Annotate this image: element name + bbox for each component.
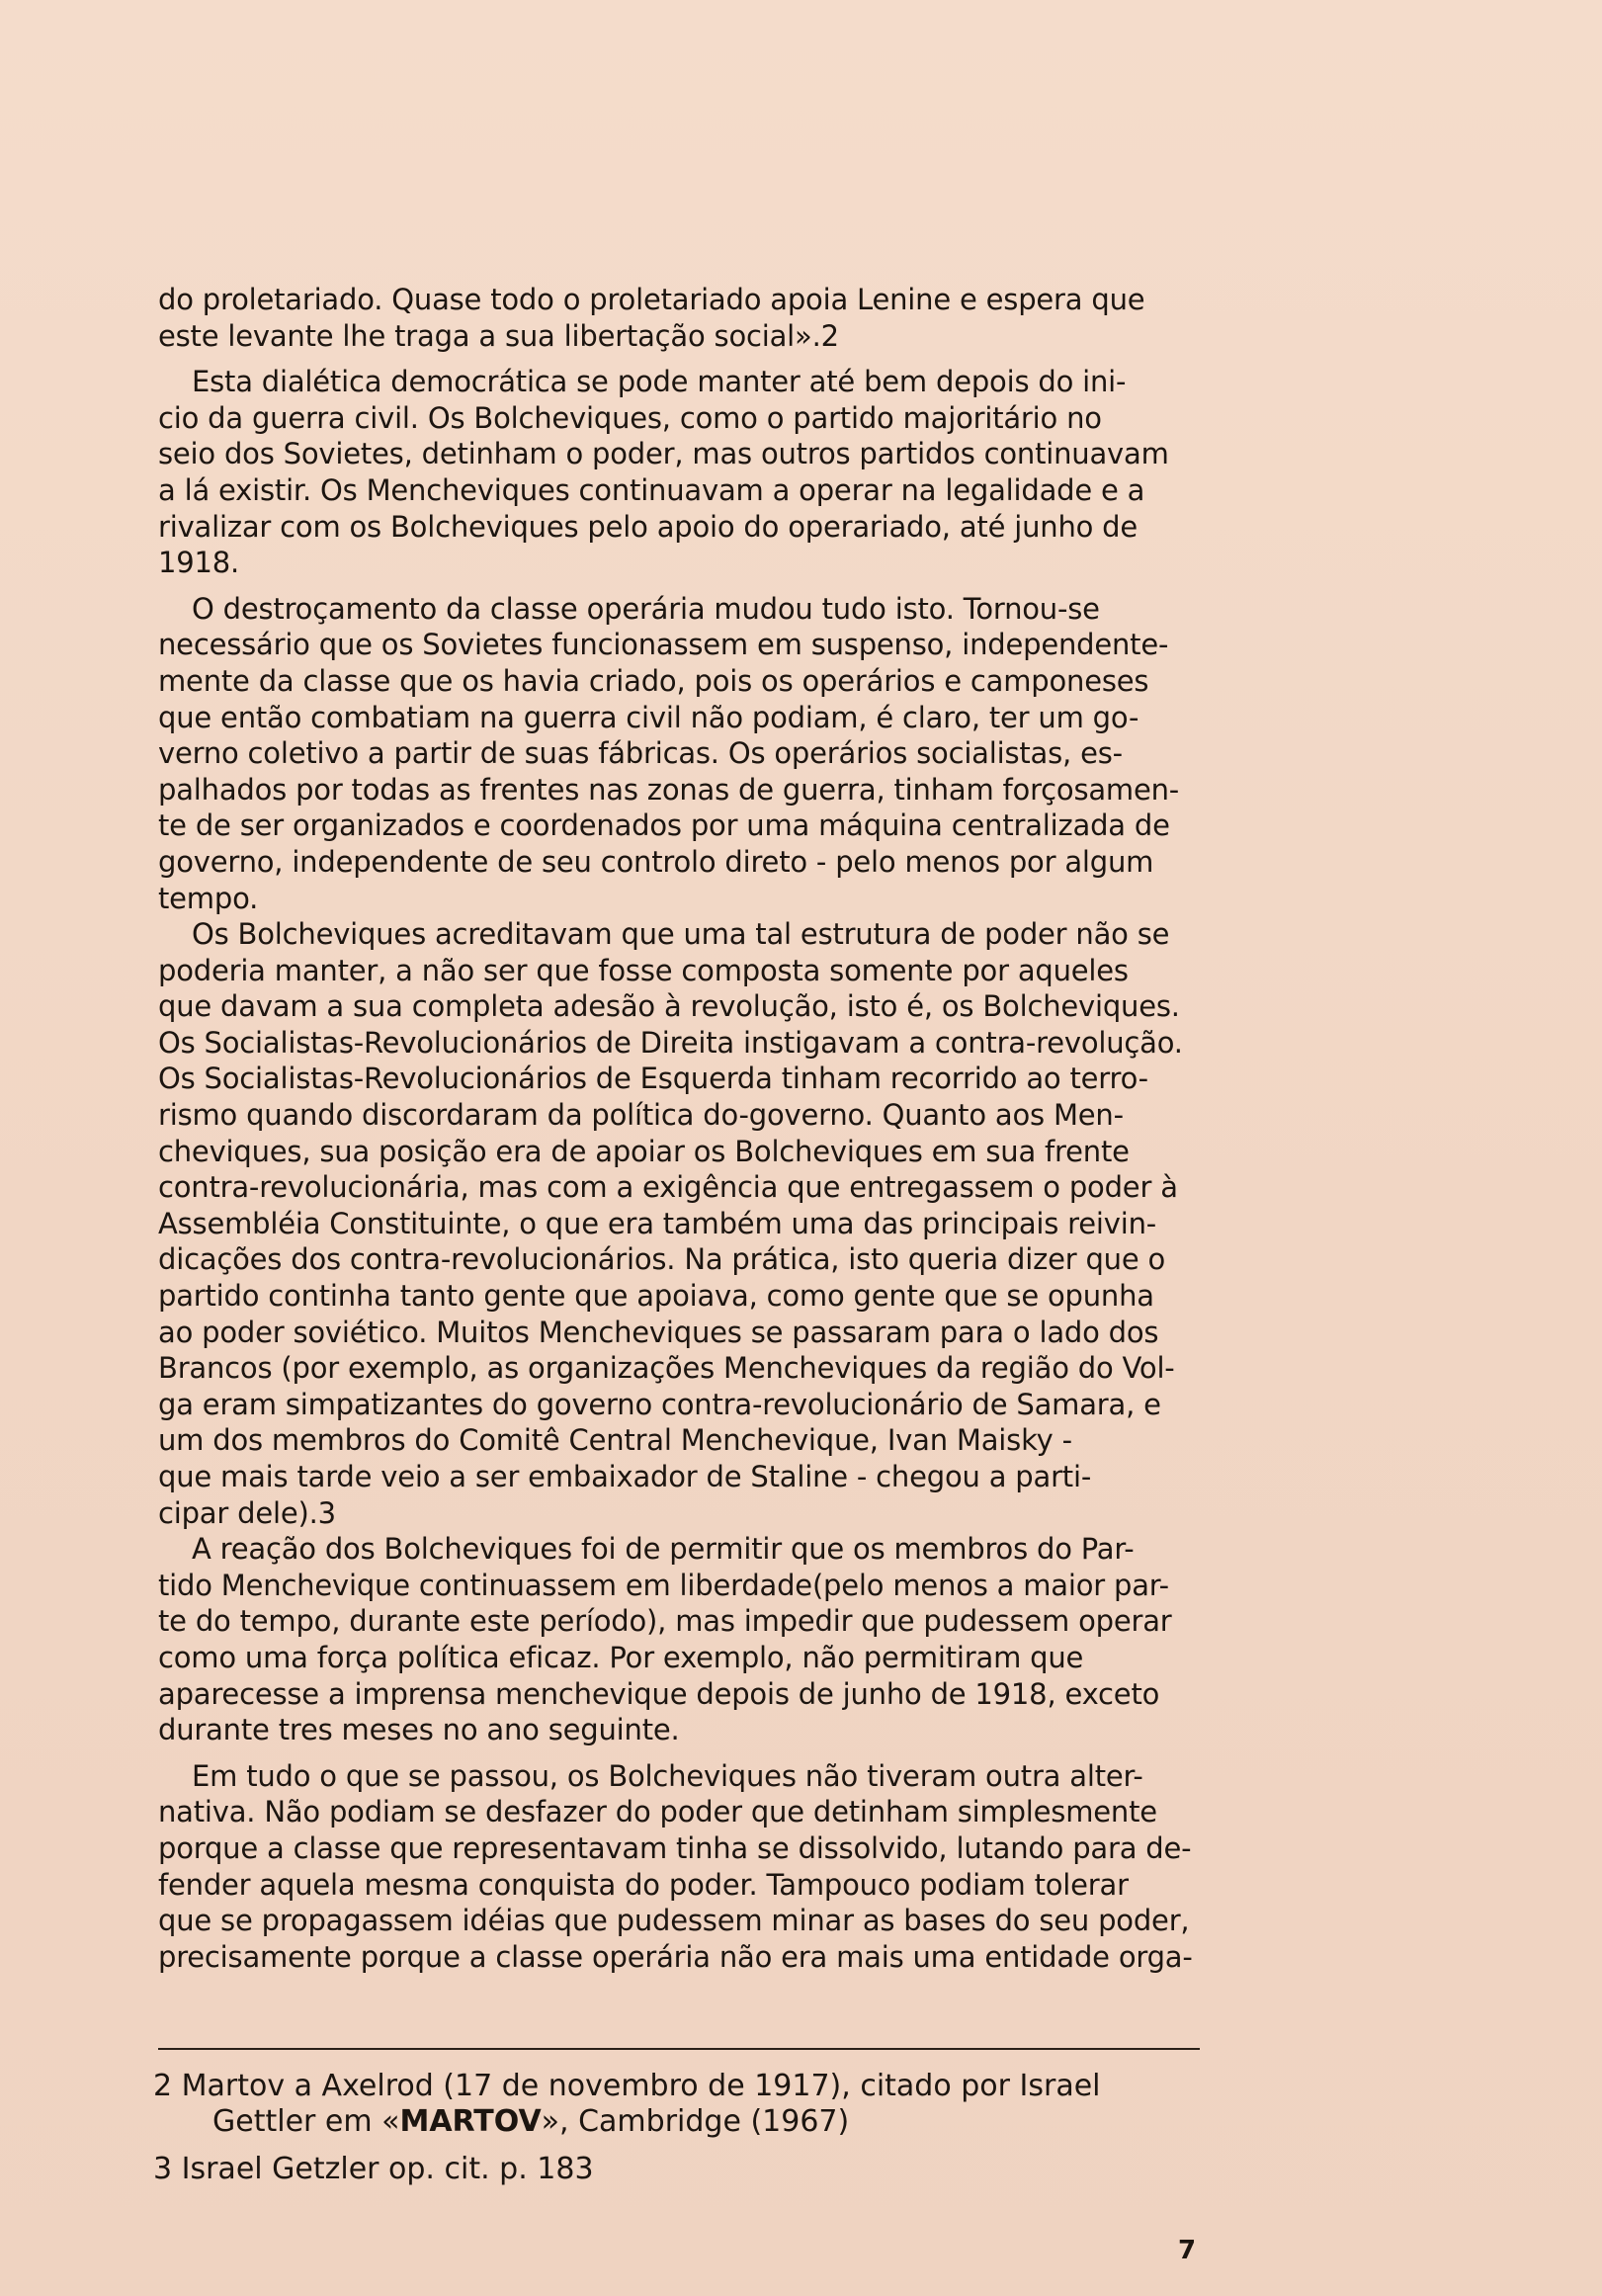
text-line: necessário que os Sovietes funcionassem em suspenso, independente-: [158, 628, 1169, 662]
text-line: ao poder soviético. Muitos Mencheviques se passaram para o lado dos: [158, 1315, 1159, 1349]
text-line: um dos membros do Comitê Central Menchevique, Ivan Maisky -: [158, 1423, 1072, 1458]
text-line: que mais tarde veio a ser embaixador de Staline - chegou a parti-: [158, 1460, 1092, 1493]
footnote-2-suffix: », Cambridge (1967): [541, 2104, 850, 2139]
text-line: Em tudo o que se passou, os Bolcheviques não tiveram outra alter-: [192, 1758, 1143, 1793]
text-line: cio da guerra civil. Os Bolcheviques, como o partido majoritário no: [158, 400, 1102, 435]
text-line: dicações dos contra-revolucionários. Na prática, isto queria dizer que o: [158, 1242, 1166, 1277]
text-line: fender aquela mesma conquista do poder. Tampouco podiam tolerar: [158, 1867, 1129, 1902]
text-line: porque a classe que representavam tinha se dissolvido, lutando para de-: [158, 1830, 1192, 1865]
text-line: mente da classe que os havia criado, pois os operários e camponeses: [158, 663, 1149, 698]
text-line: Os Socialistas-Revolucionários de Direita instigavam a contra-revolução.: [158, 1025, 1183, 1060]
text-line: tempo.: [158, 881, 259, 915]
footnote-2-line-2: [153, 2104, 1240, 2140]
text-line: governo, independente de seu controlo direto - pelo menos por algum: [158, 844, 1154, 879]
footnote-divider: [158, 2048, 1200, 2050]
text-line: cheviques, sua posição era de apoiar os Bolcheviques em sua frente: [158, 1134, 1130, 1168]
footnote-2-line-1: 2 Martov a Axelrod (17 de novembro de 1917), citado por Israel: [153, 2069, 1101, 2103]
text-line: Esta dialética democrática se pode manter até bem depois do ini-: [192, 365, 1127, 399]
text-line: rivalizar com os Bolcheviques pelo apoio do operariado, até junho de: [158, 509, 1138, 544]
text-line: poderia manter, a não ser que fosse composta somente por aqueles: [158, 953, 1129, 987]
text-line: te do tempo, durante este período), mas impedir que pudessem operar: [158, 1604, 1172, 1639]
text-line: como uma força política eficaz. Por exemplo, não permitiram que: [158, 1640, 1084, 1674]
text-line: Os Socialistas-Revolucionários de Esquerda tinham recorrido ao terro-: [158, 1062, 1148, 1096]
page-number: 7: [1178, 2236, 1197, 2265]
text-line: 1918.: [158, 546, 240, 580]
footnote-2-prefix: Gettler em «: [212, 2104, 400, 2139]
text-line: Os Bolcheviques acreditavam que uma tal estrutura de poder não se: [192, 917, 1170, 952]
text-line: tido Menchevique continuassem em liberdade(pelo menos a maior par-: [158, 1568, 1169, 1602]
text-line: rismo quando discordaram da política do-governo. Quanto aos Men-: [158, 1098, 1124, 1133]
text-line: precisamente porque a classe operária não era mais uma entidade orga-: [158, 1939, 1193, 1974]
footnotes: [153, 2069, 1240, 2187]
text-line: que davam a sua completa adesão à revolução, isto é, os Bolcheviques.: [158, 989, 1180, 1024]
text-line: aparecesse a imprensa menchevique depois de junho de 1918, exceto: [158, 1676, 1160, 1711]
paragraph-4: [158, 916, 1216, 1531]
text-line: que então combatiam na guerra civil não podiam, é claro, ter um go-: [158, 700, 1139, 734]
text-line: verno coletivo a partir de suas fábricas. Os operários socialistas, es-: [158, 736, 1123, 771]
body-text: [158, 282, 1216, 1975]
text-line: contra-revolucionária, mas com a exigência que entregassem o poder à: [158, 1170, 1178, 1205]
text-line: que se propagassem idéias que pudessem minar as bases do seu poder,: [158, 1904, 1190, 1938]
text-line: cipar dele).3: [158, 1495, 336, 1530]
text-line: O destroçamento da classe operária mudou tudo isto. Tornou-se: [192, 591, 1100, 626]
text-line: nativa. Não podiam se desfazer do poder que detinham simplesmente: [158, 1795, 1157, 1829]
text-line: seio dos Sovietes, detinham o poder, mas outros partidos continuavam: [158, 437, 1169, 471]
text-line: durante tres meses no ano seguinte.: [158, 1713, 680, 1747]
text-line: A reação dos Bolcheviques foi de permitir que os membros do Par-: [192, 1532, 1135, 1567]
paragraph-5: [158, 1531, 1216, 1748]
text-line: Brancos (por exemplo, as organizações Mencheviques da região do Vol-: [158, 1351, 1175, 1386]
paragraph-3: [158, 591, 1216, 916]
text-line: este levante lhe traga a sua libertação social».2: [158, 318, 839, 353]
text-line: te de ser organizados e coordenados por uma máquina centralizada de: [158, 808, 1170, 843]
text-line: palhados por todas as frentes nas zonas de guerra, tinham forçosamen-: [158, 772, 1180, 807]
text-line: partido continha tanto gente que apoiava, como gente que se opunha: [158, 1279, 1154, 1314]
text-line: ga eram simpatizantes do governo contra-revolucionário de Samara, e: [158, 1387, 1161, 1421]
text-line: Assembléia Constituinte, o que era também uma das principais reivin-: [158, 1206, 1157, 1240]
paragraph-6: [158, 1758, 1216, 1976]
footnote-3: 3 Israel Getzler op. cit. p. 183: [153, 2152, 594, 2186]
paragraph-1: [158, 282, 1216, 354]
text-line: do proletariado. Quase todo o proletariado apoia Lenine e espera que: [158, 283, 1145, 316]
text-line: a lá existir. Os Mencheviques continuavam a operar na legalidade e a: [158, 472, 1145, 507]
paragraph-2: [158, 364, 1216, 581]
footnote-2-book-title: MARTOV: [399, 2104, 542, 2139]
